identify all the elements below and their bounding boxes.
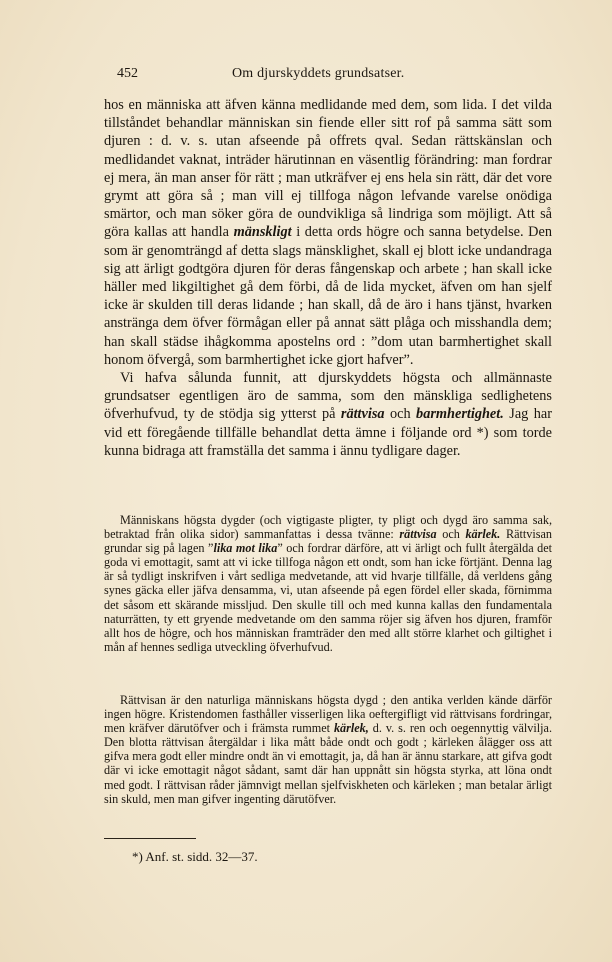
footnote-divider [104,838,196,839]
text-run: Jag har vid ett föregående tillfälle behandlat detta ämne i följande ord *) som torde kunna bidraga att framställa det samma i ännu tydligare dager. [104,406,552,459]
emphasis: kärlek, [333,721,369,736]
quoted-passage-1 [104,513,552,654]
text-run: ” och fordrar därföre, att vi ärligt och fullt återgälda det goda vi emottagit, samt att vi icke tillfoga någon ett ondt, som han icke förtjänt. Denna lag är så tydligt inskrifven i vårt sedliga medvetande, att vid hvarje tillfälle, då verldens gång synes gäcka eller jäfva densamma, vi, utan afseende på egen fördel eller skada, förnimma det såsom ett skärande missljud. Den skulle till och med kunna kallas den fundamentala naturrätten, ty ett gryende medvetande om den samma röjer sig äfven hos djuren, framför allt hos de högre, och hos människan framträder den med allt större klarhet och giltighet i mån af hennes sedliga utveckling öfverhufvud. [104,541,552,654]
footnote: *) Anf. st. sidd. 32—37. [132,849,258,864]
emphasis: kärlek. [465,527,501,542]
text-run: och [436,527,466,542]
page-header [117,66,553,86]
main-text [104,96,552,460]
text-run: i detta ords högre och sanna betydelse. Den som är genomträngd af detta slags mänsklighet, skall ej blott icke undandraga sig att ärligt godtgöra djuren för deras fångenskap och arbete ; han skall icke häller med likgiltighet gå dem förbi, då de lida mycket, äfven om han sjelf icke är skulden till deras lidande ; han skall, då de äro i hans tjänst, hvarken anstränga dem öfver förmågan eller på annat sätt plåga och misshandla dem; han skall städse ihågkomma apostelns ord : ”dom utan barmhertighet skall honom öfvergå, som barmhertighet icke gjort hafver”. [104,224,552,368]
text-run: Rättvisan är den naturliga människans högsta dygd ; den antika verlden kände därför ingen högre. Kristendomen fasthåller visserligen lika oeftergifligt vid rättvisans fordringar, men kräfver därutöfver och i främsta rummet [104,693,552,736]
running-title: Om djurskyddets grundsatser. [232,66,405,81]
emphasis: rättvisa [399,527,437,542]
text-run: Människans högsta dygder (och vigtigaste pligter, ty pligt och dygd äro samma sak, betraktad från olika sidor) sammanfattas i dessa tvänne: [104,513,552,542]
emphasis: lika mot lika [213,541,278,556]
quote-paragraph-1 [104,513,552,654]
text-run: och [384,406,417,423]
text-run: d. v. s. ren och oegennyttig välvilja. Den blotta rättvisan återgäldar i lika mått både ondt och godt ; kärleken ålägger oss att gifva mera godt eller mindre ondt än vi emottagit, ja, då han är ännu starkare, att gifva godt där vi icke emottagit något sådant, samt där han uppnått sin högsta styrka, att löna ondt med godt. I rättvisan råder jämnvigt mellan sjelfviskheten och kärleken ; man betalar ärligt sin skuld, men man gifver ingenting därutöfver. [104,721,552,806]
quote-paragraph-2 [104,693,552,806]
text-run: hos en människa att äfven känna medlidande med dem, som lida. I det vilda tillståndet behandlar människan sin fiende eller sitt rof på samma sätt som djuren : d. v. s. utan afseende på offrets qval. Sedan rättskänslan och medlidandet vaknat, inträder härutinnan en väsentlig förändring: man fordrar ej mera, än man anser för rätt ; man utkräfver ej ens hela sin rätt, där det vore grymt att göra så ; man vill ej tillfoga någon lefvande varelse onödiga smärtor, och man söker göra de oundvikliga så lindriga som möjligt. Att så göra kallas att handla [104,97,552,241]
paragraph-2 [104,369,552,460]
emphasis: barmhertighet. [416,406,504,423]
page-number: 452 [117,66,138,81]
paragraph-1 [104,96,552,369]
emphasis: mänskligt [233,224,292,241]
text-run: Rättvisan grundar sig på lagen ” [104,527,552,556]
emphasis: rättvisa [340,406,385,423]
quoted-passage-2 [104,693,552,806]
text-run: Vi hafva sålunda funnit, att djurskyddets högsta och allmännaste grundsatser egentligen äro de samma, som den mänskliga sedlighetens öfverhufvud, ty de stödja sig ytterst på [104,370,552,423]
